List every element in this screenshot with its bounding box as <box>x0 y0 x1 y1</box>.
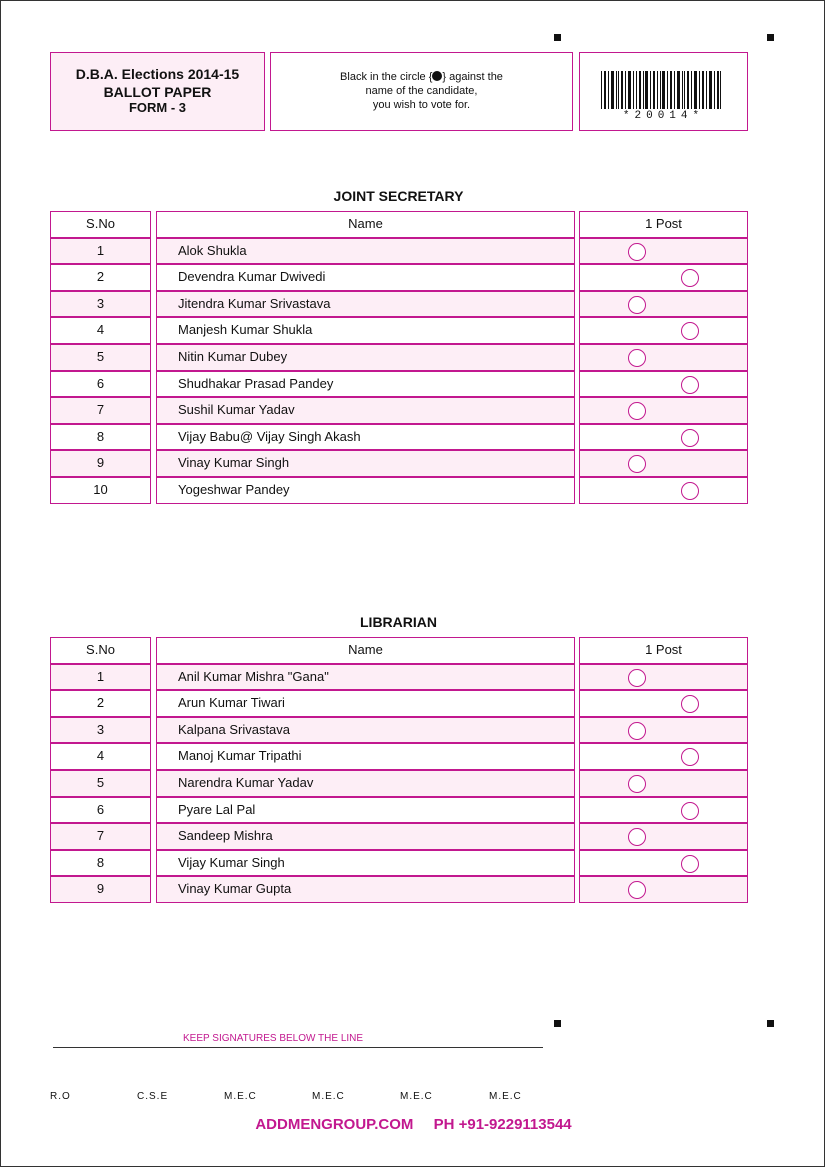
footer-company: ADDMENGROUP.COM <box>255 1116 414 1133</box>
table-row <box>50 424 748 451</box>
candidate-name: Manoj Kumar Tripathi <box>156 743 575 770</box>
election-title: D.B.A. Elections 2014-15 <box>75 66 240 82</box>
table-row <box>50 317 748 344</box>
vote-bubble[interactable] <box>681 376 699 394</box>
table-row <box>50 344 748 371</box>
signature-label-mec-3: M.E.C <box>400 1091 433 1102</box>
table-row <box>50 238 748 265</box>
table-row <box>50 850 748 877</box>
section-title-joint-secretary: JOINT SECRETARY <box>333 188 464 204</box>
vote-bubble[interactable] <box>628 455 646 473</box>
ballot-title-box <box>50 52 265 131</box>
vote-cell <box>579 664 748 691</box>
filled-circle-icon <box>432 71 442 81</box>
vote-bubble[interactable] <box>628 722 646 740</box>
vote-bubble[interactable] <box>681 748 699 766</box>
candidate-name: Sandeep Mishra <box>156 823 575 850</box>
candidate-name: Arun Kumar Tiwari <box>156 690 575 717</box>
table-row <box>50 770 748 797</box>
instruction-line-2: name of the candidate, <box>365 85 478 97</box>
instruction-box <box>270 52 573 131</box>
vote-bubble[interactable] <box>681 269 699 287</box>
vote-bubble[interactable] <box>628 402 646 420</box>
signature-instruction: KEEP SIGNATURES BELOW THE LINE <box>183 1033 364 1044</box>
signature-label-mec-4: M.E.C <box>489 1091 522 1102</box>
vote-cell <box>579 477 748 504</box>
serial-number: 5 <box>50 344 151 371</box>
candidate-name: Vinay Kumar Singh <box>156 450 575 477</box>
vote-bubble[interactable] <box>681 429 699 447</box>
ballot-paper-label: BALLOT PAPER <box>103 84 212 100</box>
footer-phone: PH +91-9229113544 <box>433 1116 572 1133</box>
signature-line <box>53 1047 543 1048</box>
serial-number: 7 <box>50 823 151 850</box>
barcode-icon <box>601 71 721 109</box>
candidate-name: Pyare Lal Pal <box>156 797 575 824</box>
signature-label-mec-2: M.E.C <box>312 1091 345 1102</box>
serial-number: 2 <box>50 690 151 717</box>
vote-bubble[interactable] <box>681 482 699 500</box>
candidate-name: Nitin Kumar Dubey <box>156 344 575 371</box>
signature-label-cse: C.S.E <box>137 1091 169 1102</box>
barcode-number: *20014* <box>622 110 705 122</box>
vote-bubble[interactable] <box>628 669 646 687</box>
serial-number: 8 <box>50 850 151 877</box>
vote-bubble[interactable] <box>681 695 699 713</box>
candidate-name: Narendra Kumar Yadav <box>156 770 575 797</box>
vote-bubble[interactable] <box>628 881 646 899</box>
vote-cell <box>579 797 748 824</box>
librarian-table <box>50 637 748 903</box>
instruction-line-1: Black in the circle { } against the <box>340 71 503 83</box>
vote-cell <box>579 291 748 318</box>
candidate-name: Kalpana Srivastava <box>156 717 575 744</box>
serial-number: 8 <box>50 424 151 451</box>
vote-bubble[interactable] <box>628 775 646 793</box>
serial-number: 5 <box>50 770 151 797</box>
candidate-name: Manjesh Kumar Shukla <box>156 317 575 344</box>
registration-mark-top-left <box>554 34 561 41</box>
table-header-row <box>50 637 748 664</box>
table-row <box>50 397 748 424</box>
table-row <box>50 690 748 717</box>
vote-cell <box>579 397 748 424</box>
column-header-post: 1 Post <box>579 637 748 664</box>
candidate-name: Sushil Kumar Yadav <box>156 397 575 424</box>
column-header-name: Name <box>156 211 575 238</box>
vote-bubble[interactable] <box>628 828 646 846</box>
candidate-name: Alok Shukla <box>156 238 575 265</box>
vote-cell <box>579 717 748 744</box>
serial-number: 3 <box>50 291 151 318</box>
signature-label-ro: R.O <box>50 1091 71 1102</box>
candidate-name: Anil Kumar Mishra "Gana" <box>156 664 575 691</box>
vote-bubble[interactable] <box>628 243 646 261</box>
table-row <box>50 743 748 770</box>
table-row <box>50 291 748 318</box>
candidate-name: Vinay Kumar Gupta <box>156 876 575 903</box>
serial-number: 6 <box>50 797 151 824</box>
vote-cell <box>579 450 748 477</box>
serial-number: 7 <box>50 397 151 424</box>
table-row <box>50 823 748 850</box>
section-title-librarian: LIBRARIAN <box>360 614 437 630</box>
vote-cell <box>579 424 748 451</box>
vote-cell <box>579 264 748 291</box>
form-number: FORM - 3 <box>128 100 187 115</box>
vote-cell <box>579 317 748 344</box>
candidate-name: Yogeshwar Pandey <box>156 477 575 504</box>
table-row <box>50 797 748 824</box>
column-header-post: 1 Post <box>579 211 748 238</box>
candidate-name: Vijay Babu@ Vijay Singh Akash <box>156 424 575 451</box>
table-row <box>50 477 748 504</box>
table-header-row <box>50 211 748 238</box>
vote-bubble[interactable] <box>681 802 699 820</box>
vote-cell <box>579 876 748 903</box>
vote-cell <box>579 371 748 398</box>
vote-cell <box>579 743 748 770</box>
table-row <box>50 450 748 477</box>
registration-mark-bottom-right <box>767 1020 774 1027</box>
table-row <box>50 264 748 291</box>
serial-number: 6 <box>50 371 151 398</box>
serial-number: 10 <box>50 477 151 504</box>
candidate-name: Vijay Kumar Singh <box>156 850 575 877</box>
vote-bubble[interactable] <box>681 322 699 340</box>
serial-number: 9 <box>50 450 151 477</box>
serial-number: 1 <box>50 664 151 691</box>
vote-bubble[interactable] <box>628 349 646 367</box>
vote-cell <box>579 690 748 717</box>
candidate-name: Shudhakar Prasad Pandey <box>156 371 575 398</box>
table-row <box>50 876 748 903</box>
vote-bubble[interactable] <box>628 296 646 314</box>
serial-number: 4 <box>50 743 151 770</box>
serial-number: 9 <box>50 876 151 903</box>
serial-number: 4 <box>50 317 151 344</box>
footer <box>0 1116 827 1133</box>
vote-cell <box>579 344 748 371</box>
serial-number: 1 <box>50 238 151 265</box>
table-row <box>50 664 748 691</box>
signature-label-mec-1: M.E.C <box>224 1091 257 1102</box>
serial-number: 3 <box>50 717 151 744</box>
column-header-sno: S.No <box>50 211 151 238</box>
vote-cell <box>579 850 748 877</box>
column-header-name: Name <box>156 637 575 664</box>
vote-bubble[interactable] <box>681 855 699 873</box>
registration-mark-top-right <box>767 34 774 41</box>
joint-secretary-table <box>50 211 748 504</box>
vote-cell <box>579 770 748 797</box>
vote-cell <box>579 238 748 265</box>
barcode-box <box>579 52 748 131</box>
candidate-name: Devendra Kumar Dwivedi <box>156 264 575 291</box>
registration-mark-bottom-left <box>554 1020 561 1027</box>
table-row <box>50 717 748 744</box>
instruction-line-3: you wish to vote for. <box>372 99 471 111</box>
column-header-sno: S.No <box>50 637 151 664</box>
table-row <box>50 371 748 398</box>
vote-cell <box>579 823 748 850</box>
serial-number: 2 <box>50 264 151 291</box>
candidate-name: Jitendra Kumar Srivastava <box>156 291 575 318</box>
